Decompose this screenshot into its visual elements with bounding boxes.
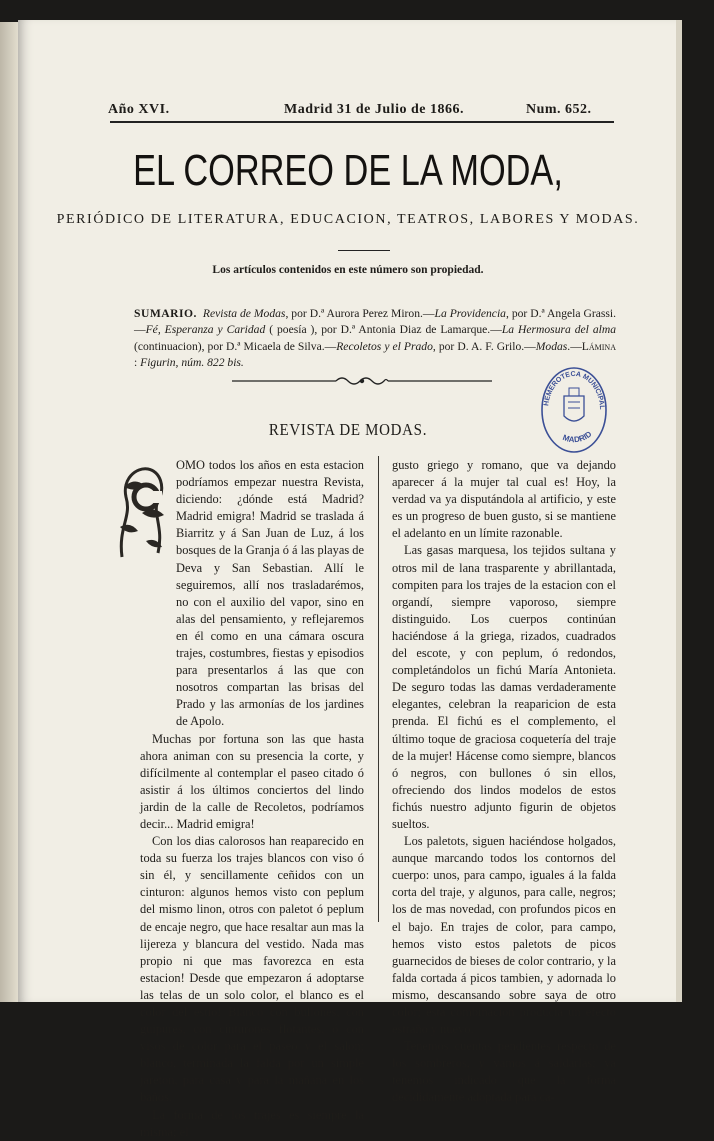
paragraph: Las gasas marquesa, los tejidos sultana y otros mil de lana trasparente y abrillantada, compiten para los trajes de la estacion con el organdí, siempre vaporoso, siempre distinguido. Los cuerpos continúan haciéndose á la griega, rizados, cuadrados del escote, y con peplum, ó redondos, completándolos un fichú María Antonieta. De seguro todas las damas verdaderamente elegantes, celebran la reaparicion de esta prenda. El fichú es el complemento, el último toque de graciosa coquetería del traje de la mujer! Hácense como siempre, blancos ó negros, con bullones ó sin ellos, ofreciendo dos lindos modelos de estos fichús nuestro adjunto figurin de objetos sueltos. (392, 543, 616, 831)
summary-sep: .— (567, 339, 582, 353)
paragraph: Los paletots, siguen haciéndose holgados, aunque marcando todos los contornos del cuerpo: unos, para campo, iguales á la falda corta del traje, y algunos, para calle, negros; los de mas novedad, con profundos picos en el bajo. En trajes de color, para campo, hemos visto estos paletots de picos guarnecidos de bieses de color contrario, y la falda cortada á picos tambien, y adornada lo mismo, descansando sobre saya de otro color; esta combinacion producía un efecto estraño y nuevo. (392, 834, 616, 1037)
summary-lead: SUMARIO. (134, 307, 197, 320)
paragraph: gusto griego y romano, que va dejando aparecer á la mujer tal cual es! Hoy, la verdad va ya disputándola al artificio, y este es un progreso de buen gusto, si se mantiene el adelanto en un límite razonable. (392, 458, 616, 541)
summary-item: Modas (535, 339, 568, 353)
paragraph: Tenemos cuentas pendientes respecto de los sombreros, y vamos á saldarlas; ya tenemos indicado que la forma decididamente adoptada para ca- (392, 1039, 616, 1105)
issue-year: Año XVI. (108, 102, 170, 117)
summary-item: Revista de Modas (202, 307, 286, 320)
summary-author: , por D.ª Angela Grassi.— (134, 307, 617, 337)
section-title: REVISTA DE MODAS. (268, 420, 428, 439)
masthead-title: EL CORREO DE LA MODA, (133, 146, 563, 195)
summary-author: ( poesía ), por D.ª Antonia Diaz de Lamarque.— (265, 323, 502, 337)
stamp-top-text: HEMEROTECA MUNICIPAL (543, 370, 606, 410)
issue-number: Num. 652. (526, 102, 592, 117)
issue-date: Madrid 31 de Julio de 1866. (284, 102, 464, 117)
page-edge (676, 20, 682, 1002)
summary-sep: : (134, 355, 141, 369)
newspaper-page (18, 20, 678, 1139)
summary-author: (continuacion), por D.ª Micaela de Silva.— (134, 339, 337, 353)
summary-item: Fé, Esperanza y Caridad (145, 323, 266, 337)
article-column-1 (140, 457, 364, 1141)
library-stamp-icon (538, 360, 610, 456)
header-rule (110, 121, 614, 123)
summary-item: La Providencia (434, 307, 506, 320)
decorative-initial-icon (112, 457, 172, 565)
short-rule (338, 250, 390, 251)
column-divider (378, 456, 379, 922)
summary-item: Figurin, núm. 822 bis. (140, 355, 244, 369)
summary-item: Recoletos y el Prado (336, 339, 433, 353)
ornament-divider-icon (232, 374, 492, 388)
masthead-subtitle: PERIÓDICO DE LITERATURA, EDUCACION, TEATROS, LABORES Y MODAS. (56, 212, 640, 227)
summary-author: , por D. A. F. Grilo.— (432, 339, 536, 353)
svg-text:HEMEROTECA MUNICIPAL (543, 371, 605, 411)
summary-item: La Hermosura del alma (501, 323, 617, 337)
facing-page-edge (0, 22, 20, 1002)
property-notice: Los artículos contenidos en este número son propiedad. (212, 264, 484, 276)
paragraph: Muchas por fortuna son las que hasta ahora animan con su presencia la corte, y difícilmente al contemplar el paseo citado ó asistir á los últimos conciertos del lindo jardin de la calle de Recoletos, podríamos decir... Madrid emigra! (140, 731, 364, 831)
stamp-bottom-text: MADRID (561, 429, 594, 445)
paragraph: La forma de los trajes es siempre la misma; el (140, 1107, 364, 1139)
paragraph: Con los dias calorosos han reaparecido en toda su fuerza los trajes blancos con viso ó sin él, y sencillamente ceñidos con un cinturon: algunos hemos visto con peplum del mismo linon, otros con paletot ó peplum de encaje negro, que hace resaltar aun mas la lijereza y blancura del vestido. Nada mas propio ni que mas favorezca en esta estacion! Desde que empezaron á adoptarse las telas de un solo color, el blanco es el color del estío! Blanco con bullones, con guipures, con cinturones flotantes, ó con visos de color para el paseo y el salon; blanco, terminada la falda por un simple jareton, para casa y para la mañana en los baños. (140, 834, 364, 1105)
summary-plate-label: Lámina (581, 339, 616, 353)
summary-author: , por D.ª Aurora Perez Miron.— (285, 307, 435, 320)
paragraph: OMO todos los años en esta estacion podríamos empezar nuestra Revista, diciendo: ¿dónde está Madrid? Madrid emigra! Madrid se traslada á Biarritz y á San Juan de Luz, á los bosques de la Granja ó á las playas de Deva y San Sebastian. Allí le seguiremos, allí nos trasladarémos, no con el auxilio del vapor, sino en alas del pensamiento, y reflejaremos en él como en una cámara oscura trajes, costumbres, fiestas y episodios para presentarlos á las que con nosotros compartan las brisas del Prado y las armonías de los jardines de Apolo. (176, 458, 364, 729)
article-column-2 (392, 457, 616, 1107)
